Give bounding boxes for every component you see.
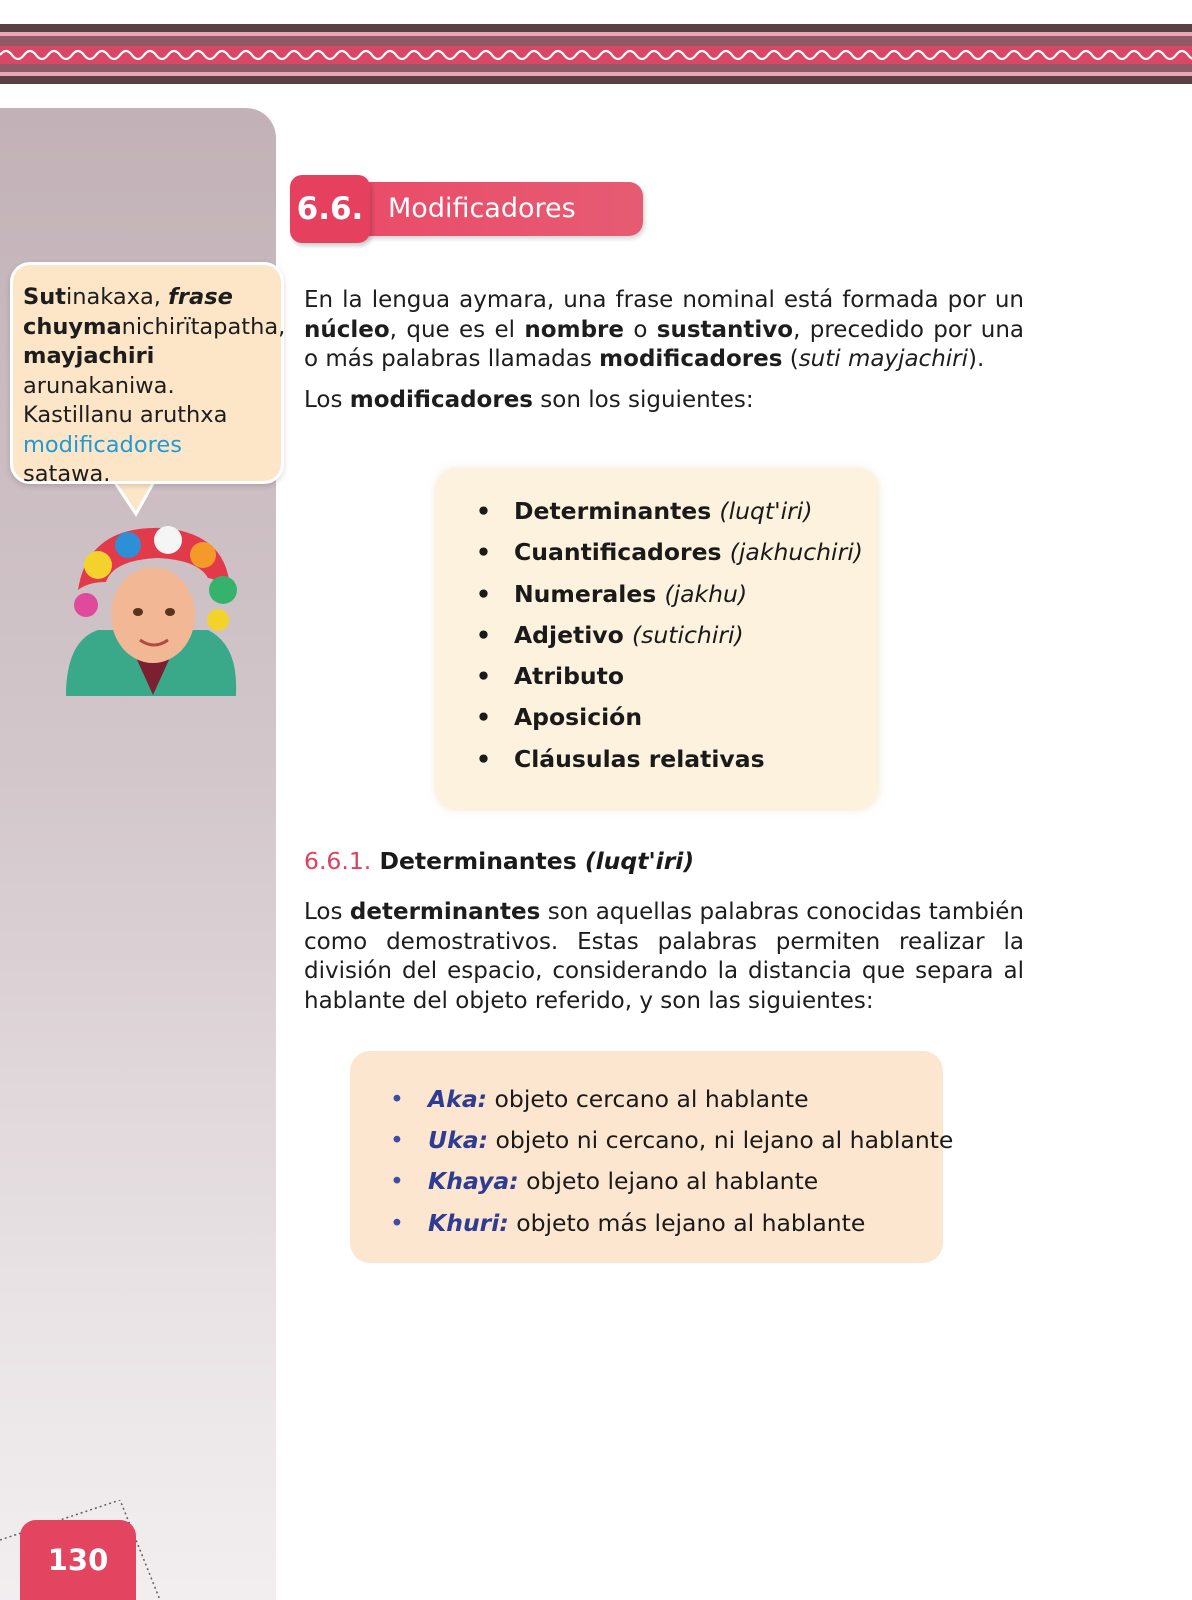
determinants-list-box	[350, 1051, 954, 1263]
list-item: • Khaya: objeto lejano al hablante	[390, 1167, 819, 1196]
bubble-line-6: modificadores satawa.	[23, 431, 182, 487]
child-portrait-illustration	[58, 520, 248, 710]
list-item: • Khuri: objeto más lejano al hablante	[390, 1208, 866, 1237]
page-number-tab	[20, 1520, 136, 1600]
list-item: • Adjetivo (sutichiri)	[476, 620, 744, 649]
determinants-paragraph: Los determinantes son aquellas palabras conocidas también como demostrativos. Estas palabras permiten realizar la división del espacio, considerando la distancia que separa al hablante del objeto referido, y son las siguientes:	[304, 899, 1025, 1014]
list-item: • Cuantificadores (jakhuchiri)	[476, 538, 863, 567]
modifiers-list	[476, 491, 863, 780]
woven-band-decoration	[0, 24, 1192, 84]
section-title: Modificadores	[388, 193, 576, 224]
list-item: • Uka: objeto ni cercano, ni lejano al hablante	[390, 1126, 954, 1155]
list-item: • Aka: objeto cercano al hablante	[390, 1085, 809, 1113]
subsection-heading: 6.6.1. Determinantes (luqt'iri)	[304, 847, 695, 875]
determinants-list	[390, 1079, 953, 1244]
bubble-line-2: chuymanichirïtapatha,	[23, 313, 286, 340]
list-item: • Determinantes (luqt'iri)	[476, 497, 813, 525]
page-number: 130	[47, 1543, 109, 1577]
modifiers-list-box	[436, 469, 878, 809]
bubble-line-3: mayjachiri	[23, 343, 155, 369]
list-item: • Aposición	[476, 703, 643, 732]
section-number-badge	[290, 175, 370, 243]
section-title-bar	[360, 182, 643, 236]
speech-bubble	[10, 262, 286, 487]
list-item: • Cláusulas relativas	[476, 744, 765, 773]
list-item: • Atributo	[476, 662, 624, 691]
intro-lead-paragraph: Los modificadores son los siguientes:	[304, 387, 754, 413]
bubble-line-5: Kastillanu aruthxa	[23, 402, 228, 428]
intro-paragraph: En la lengua aymara, una frase nominal está formada por un núcleo, que es el nombre o sustantivo, precedido por una o más palabras llamadas modificadores (suti mayjachiri).	[304, 287, 1025, 372]
bubble-line-4: arunakaniwa.	[23, 372, 175, 399]
section-number: 6.6.	[296, 191, 364, 227]
bubble-line-1: Sutinakaxa, frase	[23, 284, 233, 310]
list-item: • Numerales (jakhu)	[476, 579, 748, 608]
